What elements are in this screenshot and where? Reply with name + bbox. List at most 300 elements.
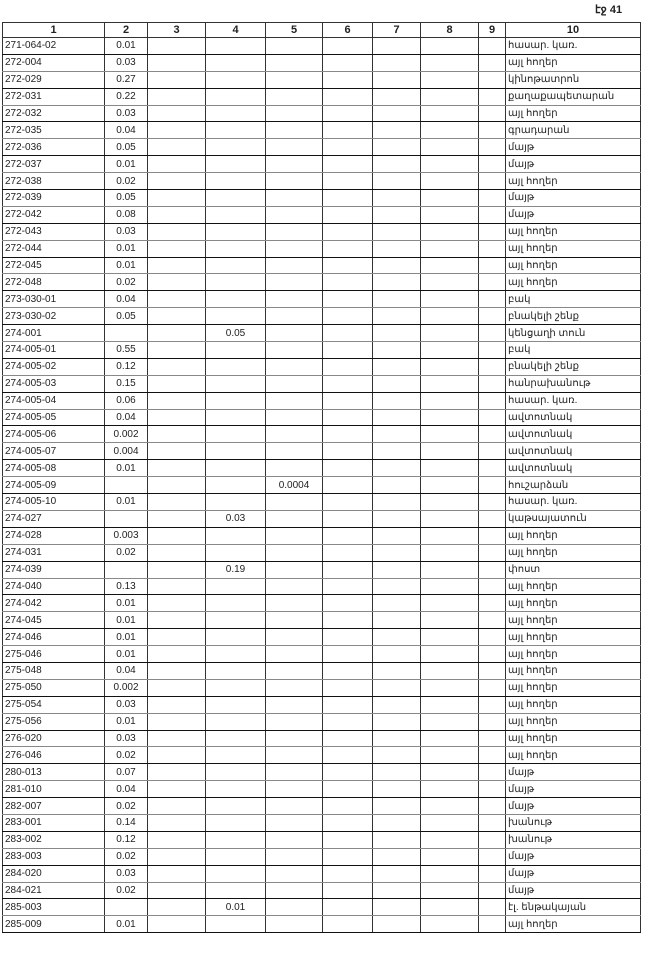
area-col4 — [206, 696, 266, 713]
area-col2: 0.55 — [105, 342, 148, 359]
area-col5 — [266, 358, 323, 375]
col9 — [479, 578, 506, 595]
area-col5 — [266, 629, 323, 646]
area-col2: 0.02 — [105, 544, 148, 561]
area-col5 — [266, 679, 323, 696]
col3 — [148, 257, 206, 274]
col6 — [323, 713, 373, 730]
col3 — [148, 156, 206, 173]
land-use: այլ հողեր — [506, 223, 641, 240]
col9 — [479, 274, 506, 291]
table-row — [3, 679, 641, 696]
col6 — [323, 764, 373, 781]
col3 — [148, 88, 206, 105]
col6 — [323, 240, 373, 257]
area-col5 — [266, 122, 323, 139]
col7 — [373, 342, 421, 359]
col9 — [479, 443, 506, 460]
table-row — [3, 730, 641, 747]
col8 — [421, 122, 479, 139]
area-col5 — [266, 156, 323, 173]
area-col4 — [206, 494, 266, 511]
col8 — [421, 358, 479, 375]
col3 — [148, 426, 206, 443]
col8 — [421, 561, 479, 578]
area-col2: 0.03 — [105, 105, 148, 122]
col8 — [421, 764, 479, 781]
table-row — [3, 223, 641, 240]
col8 — [421, 899, 479, 916]
col7 — [373, 696, 421, 713]
land-use: այլ հողեր — [506, 696, 641, 713]
col3 — [148, 54, 206, 71]
area-col2: 0.12 — [105, 831, 148, 848]
land-use: մայթ — [506, 781, 641, 798]
land-use: խանութ — [506, 831, 641, 848]
col6 — [323, 747, 373, 764]
col8 — [421, 308, 479, 325]
col9 — [479, 848, 506, 865]
area-col2: 0.04 — [105, 122, 148, 139]
col3 — [148, 679, 206, 696]
area-col4 — [206, 308, 266, 325]
col6 — [323, 409, 373, 426]
col9 — [479, 291, 506, 308]
col7 — [373, 375, 421, 392]
col8 — [421, 156, 479, 173]
col9 — [479, 190, 506, 207]
land-use: բնակելի շենք — [506, 308, 641, 325]
col3 — [148, 409, 206, 426]
table-row — [3, 122, 641, 139]
page-number: էջ 41 — [595, 4, 623, 16]
area-col2: 0.04 — [105, 409, 148, 426]
area-col5 — [266, 730, 323, 747]
col8 — [421, 646, 479, 663]
area-col2: 0.05 — [105, 139, 148, 156]
col6 — [323, 139, 373, 156]
table-row — [3, 629, 641, 646]
parcel-id: 274-042 — [3, 595, 105, 612]
col7 — [373, 139, 421, 156]
area-col4 — [206, 409, 266, 426]
col7 — [373, 629, 421, 646]
col3 — [148, 38, 206, 55]
col6 — [323, 865, 373, 882]
col7 — [373, 358, 421, 375]
col7 — [373, 679, 421, 696]
area-col5 — [266, 882, 323, 899]
col9 — [479, 240, 506, 257]
col9 — [479, 544, 506, 561]
table-row — [3, 173, 641, 190]
col8 — [421, 38, 479, 55]
area-col2: 0.01 — [105, 257, 148, 274]
area-col4: 0.03 — [206, 510, 266, 527]
area-col5 — [266, 899, 323, 916]
col6 — [323, 916, 373, 933]
col7 — [373, 713, 421, 730]
col7 — [373, 561, 421, 578]
land-use: այլ հողեր — [506, 173, 641, 190]
column-header-7: 7 — [373, 23, 421, 38]
col6 — [323, 223, 373, 240]
area-col5 — [266, 105, 323, 122]
col6 — [323, 88, 373, 105]
col3 — [148, 814, 206, 831]
area-col2: 0.22 — [105, 88, 148, 105]
area-col5 — [266, 257, 323, 274]
table-row — [3, 848, 641, 865]
area-col5 — [266, 342, 323, 359]
area-col2: 0.01 — [105, 629, 148, 646]
col9 — [479, 730, 506, 747]
area-col4 — [206, 527, 266, 544]
col7 — [373, 865, 421, 882]
area-col5 — [266, 578, 323, 595]
table-row — [3, 899, 641, 916]
col3 — [148, 882, 206, 899]
land-use: հուշարձան — [506, 477, 641, 494]
col8 — [421, 54, 479, 71]
area-col4 — [206, 122, 266, 139]
col8 — [421, 409, 479, 426]
col3 — [148, 206, 206, 223]
col3 — [148, 595, 206, 612]
land-use: այլ հողեր — [506, 713, 641, 730]
table-row — [3, 206, 641, 223]
area-col4 — [206, 798, 266, 815]
area-col5 — [266, 814, 323, 831]
col8 — [421, 814, 479, 831]
col3 — [148, 392, 206, 409]
area-col5: 0.0004 — [266, 477, 323, 494]
col8 — [421, 629, 479, 646]
parcel-id: 275-056 — [3, 713, 105, 730]
area-col4 — [206, 426, 266, 443]
parcel-id: 274-005-07 — [3, 443, 105, 460]
area-col5 — [266, 139, 323, 156]
col8 — [421, 223, 479, 240]
col3 — [148, 325, 206, 342]
area-col2: 0.01 — [105, 916, 148, 933]
area-col5 — [266, 240, 323, 257]
col8 — [421, 139, 479, 156]
area-col4 — [206, 274, 266, 291]
parcel-id: 274-001 — [3, 325, 105, 342]
col7 — [373, 747, 421, 764]
area-col5 — [266, 375, 323, 392]
col7 — [373, 190, 421, 207]
column-header-6: 6 — [323, 23, 373, 38]
col6 — [323, 122, 373, 139]
col7 — [373, 54, 421, 71]
col9 — [479, 696, 506, 713]
col7 — [373, 105, 421, 122]
area-col5 — [266, 916, 323, 933]
parcel-id: 275-050 — [3, 679, 105, 696]
land-use: այլ հողեր — [506, 747, 641, 764]
col9 — [479, 882, 506, 899]
land-use: գրադարան — [506, 122, 641, 139]
area-col2: 0.01 — [105, 460, 148, 477]
area-col5 — [266, 223, 323, 240]
col7 — [373, 460, 421, 477]
area-col4 — [206, 460, 266, 477]
table-row — [3, 798, 641, 815]
col8 — [421, 713, 479, 730]
col3 — [148, 831, 206, 848]
parcel-id: 275-046 — [3, 646, 105, 663]
table-row — [3, 510, 641, 527]
col6 — [323, 274, 373, 291]
col8 — [421, 173, 479, 190]
table-row — [3, 544, 641, 561]
table-row — [3, 561, 641, 578]
area-col5 — [266, 662, 323, 679]
area-col5 — [266, 54, 323, 71]
col3 — [148, 764, 206, 781]
land-use: մայթ — [506, 156, 641, 173]
area-col2: 0.27 — [105, 71, 148, 88]
area-col4 — [206, 764, 266, 781]
col8 — [421, 257, 479, 274]
land-use: այլ հողեր — [506, 662, 641, 679]
parcel-id: 272-042 — [3, 206, 105, 223]
area-col2: 0.04 — [105, 781, 148, 798]
area-col2: 0.01 — [105, 612, 148, 629]
land-use: այլ հողեր — [506, 578, 641, 595]
parcel-id: 275-054 — [3, 696, 105, 713]
area-col4 — [206, 105, 266, 122]
col7 — [373, 274, 421, 291]
area-col2: 0.03 — [105, 696, 148, 713]
col8 — [421, 443, 479, 460]
col9 — [479, 899, 506, 916]
area-col5 — [266, 798, 323, 815]
parcel-id: 273-030-01 — [3, 291, 105, 308]
col8 — [421, 730, 479, 747]
parcel-id: 284-021 — [3, 882, 105, 899]
land-use: բակ — [506, 291, 641, 308]
table-row — [3, 156, 641, 173]
col9 — [479, 308, 506, 325]
col6 — [323, 325, 373, 342]
parcel-id: 272-045 — [3, 257, 105, 274]
col7 — [373, 848, 421, 865]
col8 — [421, 578, 479, 595]
col3 — [148, 71, 206, 88]
table-row — [3, 88, 641, 105]
land-use: մայթ — [506, 190, 641, 207]
col3 — [148, 443, 206, 460]
col6 — [323, 831, 373, 848]
land-use: հասար. կառ. — [506, 494, 641, 511]
col3 — [148, 223, 206, 240]
col7 — [373, 206, 421, 223]
col9 — [479, 88, 506, 105]
table-row — [3, 595, 641, 612]
col6 — [323, 291, 373, 308]
land-use: այլ հողեր — [506, 595, 641, 612]
parcel-id: 274-005-10 — [3, 494, 105, 511]
land-use: այլ հողեր — [506, 679, 641, 696]
col9 — [479, 223, 506, 240]
col8 — [421, 798, 479, 815]
area-col4 — [206, 443, 266, 460]
column-header-1: 1 — [3, 23, 105, 38]
area-col5 — [266, 206, 323, 223]
area-col2: 0.04 — [105, 291, 148, 308]
area-col5 — [266, 494, 323, 511]
col8 — [421, 696, 479, 713]
area-col2: 0.03 — [105, 865, 148, 882]
area-col2: 0.06 — [105, 392, 148, 409]
area-col5 — [266, 443, 323, 460]
area-col5 — [266, 612, 323, 629]
table-row — [3, 747, 641, 764]
col8 — [421, 848, 479, 865]
area-col5 — [266, 426, 323, 443]
land-use: հանրախանութ — [506, 375, 641, 392]
col7 — [373, 494, 421, 511]
land-use: այլ հողեր — [506, 916, 641, 933]
land-use: հասար. կառ. — [506, 392, 641, 409]
land-use: ավտոտնակ — [506, 426, 641, 443]
col7 — [373, 646, 421, 663]
area-col5 — [266, 848, 323, 865]
area-col4 — [206, 916, 266, 933]
table-row — [3, 477, 641, 494]
col9 — [479, 173, 506, 190]
parcel-id: 272-035 — [3, 122, 105, 139]
area-col2: 0.07 — [105, 764, 148, 781]
col7 — [373, 882, 421, 899]
col6 — [323, 696, 373, 713]
col6 — [323, 105, 373, 122]
col9 — [479, 375, 506, 392]
col7 — [373, 831, 421, 848]
table-row — [3, 342, 641, 359]
parcel-id: 276-020 — [3, 730, 105, 747]
col9 — [479, 747, 506, 764]
land-use: կինոթատրոն — [506, 71, 641, 88]
col7 — [373, 477, 421, 494]
area-col4 — [206, 679, 266, 696]
column-header-8: 8 — [421, 23, 479, 38]
col7 — [373, 291, 421, 308]
parcel-id: 274-040 — [3, 578, 105, 595]
col9 — [479, 612, 506, 629]
area-col5 — [266, 173, 323, 190]
col6 — [323, 358, 373, 375]
area-col4 — [206, 223, 266, 240]
table-row — [3, 831, 641, 848]
parcel-id: 274-005-04 — [3, 392, 105, 409]
parcel-id: 274-005-05 — [3, 409, 105, 426]
table-row — [3, 882, 641, 899]
parcel-id: 274-031 — [3, 544, 105, 561]
col6 — [323, 173, 373, 190]
parcel-id: 272-048 — [3, 274, 105, 291]
col6 — [323, 206, 373, 223]
land-use: այլ հողեր — [506, 527, 641, 544]
parcel-id: 271-064-02 — [3, 38, 105, 55]
col3 — [148, 629, 206, 646]
col3 — [148, 375, 206, 392]
land-use: մայթ — [506, 206, 641, 223]
area-col2: 0.02 — [105, 173, 148, 190]
parcel-id: 272-029 — [3, 71, 105, 88]
col3 — [148, 798, 206, 815]
table-row — [3, 865, 641, 882]
area-col4 — [206, 814, 266, 831]
area-col4 — [206, 865, 266, 882]
col6 — [323, 494, 373, 511]
col3 — [148, 173, 206, 190]
col7 — [373, 240, 421, 257]
col6 — [323, 595, 373, 612]
area-col4: 0.19 — [206, 561, 266, 578]
area-col2 — [105, 477, 148, 494]
area-col4 — [206, 848, 266, 865]
col6 — [323, 527, 373, 544]
area-col2: 0.02 — [105, 747, 148, 764]
col9 — [479, 156, 506, 173]
col8 — [421, 916, 479, 933]
land-parcel-table — [2, 22, 641, 933]
area-col2 — [105, 561, 148, 578]
area-col4 — [206, 544, 266, 561]
area-col2: 0.01 — [105, 38, 148, 55]
table-row — [3, 392, 641, 409]
col3 — [148, 730, 206, 747]
area-col2: 0.03 — [105, 223, 148, 240]
col6 — [323, 646, 373, 663]
table-row — [3, 916, 641, 933]
column-header-2: 2 — [105, 23, 148, 38]
area-col2: 0.12 — [105, 358, 148, 375]
col8 — [421, 105, 479, 122]
table-row — [3, 527, 641, 544]
col7 — [373, 578, 421, 595]
col3 — [148, 291, 206, 308]
col8 — [421, 679, 479, 696]
table-row — [3, 814, 641, 831]
col8 — [421, 527, 479, 544]
area-col2: 0.01 — [105, 240, 148, 257]
col7 — [373, 544, 421, 561]
col9 — [479, 798, 506, 815]
col9 — [479, 629, 506, 646]
col3 — [148, 561, 206, 578]
col9 — [479, 477, 506, 494]
col3 — [148, 781, 206, 798]
parcel-id: 284-020 — [3, 865, 105, 882]
col3 — [148, 747, 206, 764]
area-col4 — [206, 646, 266, 663]
area-col4 — [206, 477, 266, 494]
col6 — [323, 54, 373, 71]
area-col2: 0.01 — [105, 494, 148, 511]
parcel-id: 285-009 — [3, 916, 105, 933]
col7 — [373, 426, 421, 443]
table-row — [3, 409, 641, 426]
area-col4 — [206, 595, 266, 612]
col6 — [323, 190, 373, 207]
col9 — [479, 831, 506, 848]
col8 — [421, 206, 479, 223]
